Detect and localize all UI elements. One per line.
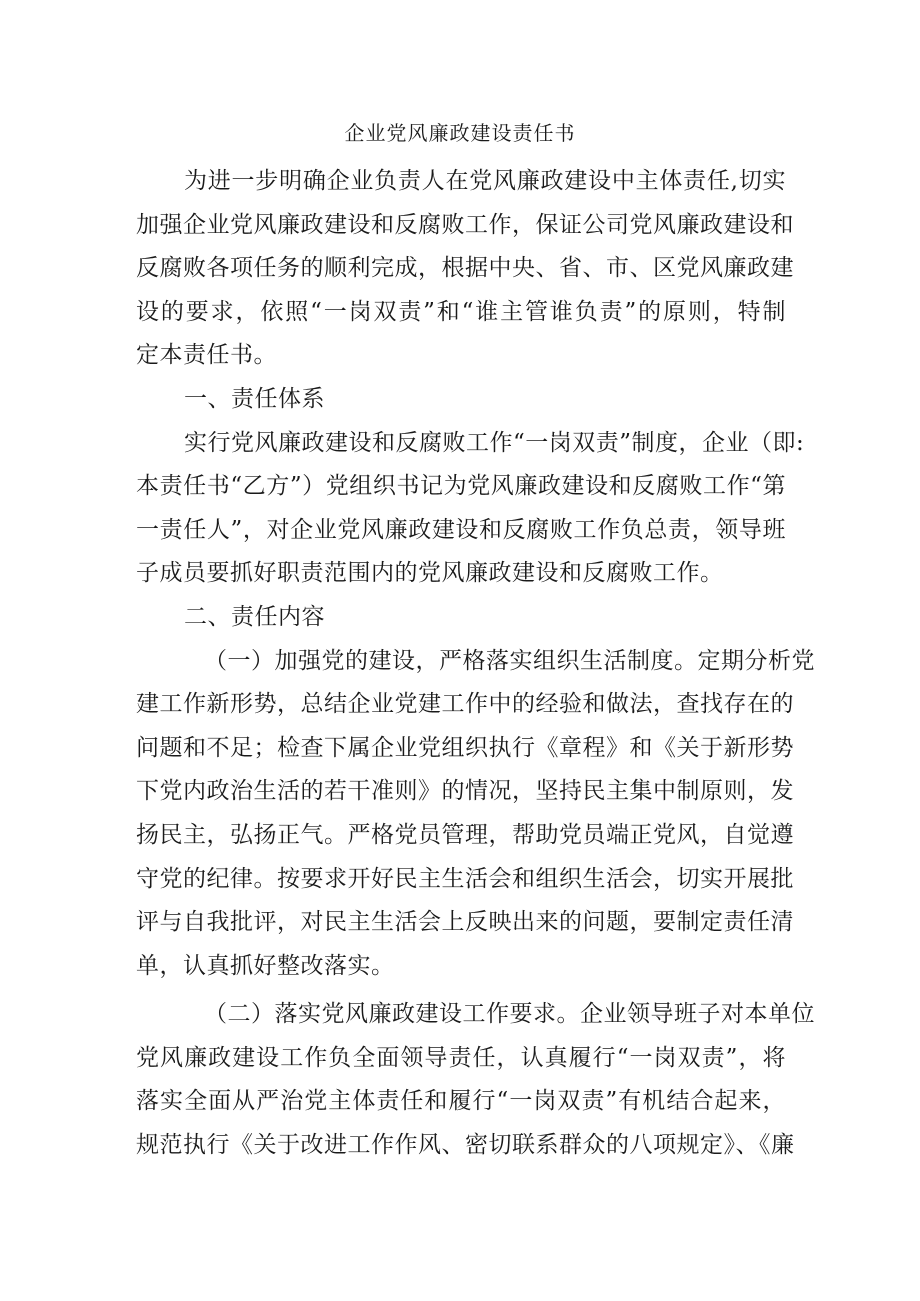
item-1-paragraph bbox=[136, 640, 815, 989]
item-1-line-8: 单，认真抓好整改落实。 bbox=[136, 952, 395, 979]
item-1-line-7: 评与自我批评，对民主生活会上反映出来的问题，要制定责任清 bbox=[136, 909, 794, 936]
section-1-line-1: 实行党风廉政建设和反腐败工作“一岗双责”制度，企业（即: bbox=[184, 429, 805, 456]
item-2-line-2: 党风廉政建设工作负全面领导责任，认真履行“一岗双责”，将 bbox=[136, 1044, 786, 1071]
intro-line-4: 设的要求，依照“一岗双责”和“谁主管谁负责”的原则，特制 bbox=[136, 298, 786, 325]
intro-line-3: 反腐败各项任务的顺利完成，根据中央、省、市、区党风廉政建 bbox=[136, 255, 794, 282]
item-2-line-4: 规范执行《关于改进工作作风、密切联系群众的八项规定》、《廉 bbox=[136, 1132, 795, 1159]
item-1-line-3: 问题和不足；检查下属企业党组织执行《章程》和《关于新形势 bbox=[136, 734, 794, 761]
intro-line-5: 定本责任书。 bbox=[136, 342, 277, 369]
item-1-line-1: （一）加强党的建设，严格落实组织生活制度。定期分析党 bbox=[204, 647, 815, 674]
intro-line-2: 加强企业党风廉政建设和反腐败工作，保证公司党风廉政建设和 bbox=[136, 211, 794, 238]
section-2-heading: 二、责任内容 bbox=[184, 603, 325, 630]
item-1-line-5: 扬民主，弘扬正气。严格党员管理，帮助党员端正党风，自觉遵 bbox=[136, 821, 794, 848]
item-1-line-2: 建工作新形势，总结企业党建工作中的经验和做法，查找存在的 bbox=[136, 691, 794, 718]
section-1-line-3: 一责任人”，对企业党风廉政建设和反腐败工作负总责，领导班 bbox=[136, 516, 786, 543]
section-1-paragraph bbox=[136, 422, 805, 596]
section-1-line-4: 子成员要抓好职责范围内的党风廉政建设和反腐败工作。 bbox=[136, 560, 724, 587]
intro-paragraph bbox=[136, 160, 794, 378]
item-2-paragraph bbox=[136, 993, 815, 1167]
item-2-line-3: 落实全面从严治党主体责任和履行“一岗双责”有机结合起来， bbox=[136, 1088, 786, 1115]
item-2-line-1: （二）落实党风廉政建设工作要求。企业领导班子对本单位 bbox=[204, 1001, 815, 1028]
item-1-line-6: 守党的纪律。按要求开好民主生活会和组织生活会，切实开展批 bbox=[136, 865, 794, 892]
item-1-line-4: 下党内政治生活的若干准则》的情况，坚持民主集中制原则，发 bbox=[136, 778, 794, 805]
section-1-heading: 一、责任体系 bbox=[184, 385, 325, 412]
intro-line-1: 为进一步明确企业负责人在党风廉政建设中主体责任,切实 bbox=[184, 168, 786, 194]
document-title: 企业党风廉政建设责任书 bbox=[344, 121, 576, 145]
document-body bbox=[136, 160, 815, 1168]
section-1-line-2: 本责任书“乙方”）党组织书记为党风廉政建设和反腐败工作“第 bbox=[136, 473, 786, 500]
